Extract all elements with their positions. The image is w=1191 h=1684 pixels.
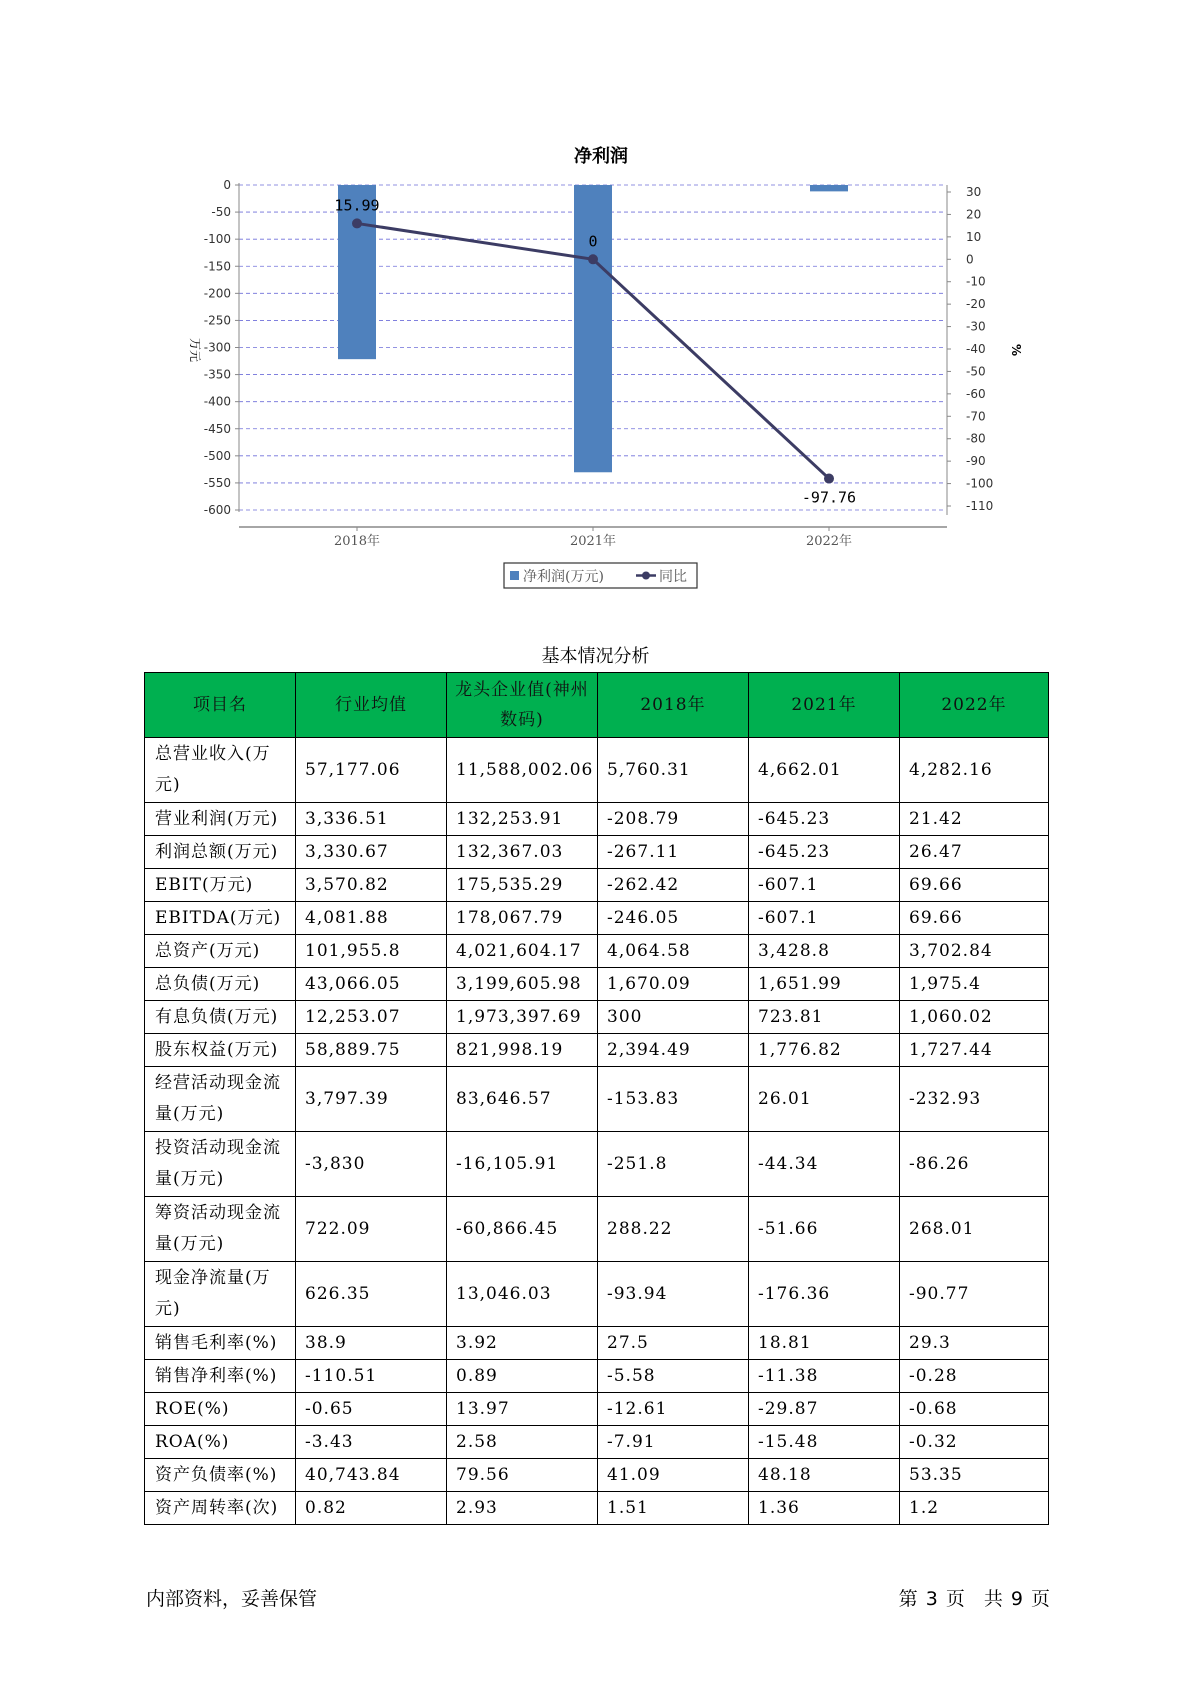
table-cell: 26.47	[900, 836, 1049, 869]
table-cell: 26.01	[749, 1067, 900, 1132]
left-tick-label: -550	[203, 475, 231, 490]
right-tick-label: -40	[966, 342, 986, 356]
table-cell: -93.94	[598, 1262, 749, 1327]
table-cell: 29.3	[900, 1327, 1049, 1360]
table-cell: 300	[598, 1001, 749, 1034]
left-tick-label: -100	[203, 232, 231, 247]
table-cell: -110.51	[296, 1360, 447, 1393]
table-cell: 1,727.44	[900, 1034, 1049, 1067]
table-cell: -251.8	[598, 1132, 749, 1197]
right-tick-label: -30	[966, 319, 986, 334]
table-cell: 4,081.88	[296, 902, 447, 935]
left-tick-label: -250	[203, 313, 231, 328]
table-cell: 0.89	[447, 1360, 598, 1393]
left-axis	[204, 178, 239, 517]
table-cell: 18.81	[749, 1327, 900, 1360]
table-cell: -15.48	[749, 1426, 900, 1459]
row-label: 总资产(万元)	[145, 935, 296, 968]
table-cell: -607.1	[749, 902, 900, 935]
table-cell: 4,021,604.17	[447, 935, 598, 968]
table-row	[145, 1360, 1049, 1393]
left-tick-label: -600	[203, 503, 231, 517]
row-label: 经营活动现金流量(万元)	[145, 1067, 296, 1132]
table-cell: 43,066.05	[296, 968, 447, 1001]
table-cell: 626.35	[296, 1262, 447, 1327]
table-cell: -645.23	[749, 803, 900, 836]
table-cell: 13,046.03	[447, 1262, 598, 1327]
table-cell: 178,067.79	[447, 902, 598, 935]
table-cell: 175,535.29	[447, 869, 598, 902]
table-cell: 11,588,002.06	[447, 738, 598, 803]
table-row	[145, 1262, 1049, 1327]
table-cell: 3,199,605.98	[447, 968, 598, 1001]
table-cell: 268.01	[900, 1197, 1049, 1262]
table-cell: 2,394.49	[598, 1034, 749, 1067]
table-row	[145, 1393, 1049, 1426]
table-row	[145, 803, 1049, 836]
table-cell: 5,760.31	[598, 738, 749, 803]
net-profit-bar	[810, 185, 848, 191]
right-tick-label: -70	[966, 409, 986, 424]
table-cell: -176.36	[749, 1262, 900, 1327]
column-header: 项目名	[145, 673, 296, 738]
right-tick-label: 0	[966, 252, 974, 267]
yoy-data-label: 15.99	[334, 196, 380, 215]
table-cell: -267.11	[598, 836, 749, 869]
table-cell: -60,866.45	[447, 1197, 598, 1262]
left-tick-label: 0	[223, 178, 231, 192]
yoy-data-label: -97.76	[801, 488, 857, 507]
table-cell: 1,651.99	[749, 968, 900, 1001]
table-cell: 3,570.82	[296, 869, 447, 902]
table-cell: -0.28	[900, 1360, 1049, 1393]
table-row	[145, 1001, 1049, 1034]
chart-legend	[504, 563, 697, 588]
table-cell: 69.66	[900, 869, 1049, 902]
right-tick-label: 20	[966, 207, 982, 222]
table-cell: 1,670.09	[598, 968, 749, 1001]
table-cell: 288.22	[598, 1197, 749, 1262]
left-tick-label: -300	[203, 340, 231, 355]
table-cell: 132,253.91	[447, 803, 598, 836]
table-cell: 132,367.03	[447, 836, 598, 869]
table-cell: -645.23	[749, 836, 900, 869]
yoy-point	[588, 254, 598, 264]
row-label: 有息负债(万元)	[145, 1001, 296, 1034]
chart-title: 净利润	[574, 146, 628, 167]
right-tick-label: -90	[966, 454, 986, 469]
table-cell: 79.56	[447, 1459, 598, 1492]
table-cell: 4,064.58	[598, 935, 749, 968]
yoy-data-label: 0	[588, 232, 598, 251]
row-label: EBITDA(万元)	[145, 902, 296, 935]
table-row	[145, 968, 1049, 1001]
table-cell: -12.61	[598, 1393, 749, 1426]
table-row	[145, 1327, 1049, 1360]
table-cell: 57,177.06	[296, 738, 447, 803]
right-axis-label: %	[1009, 343, 1023, 357]
table-cell: 3,330.67	[296, 836, 447, 869]
table-cell: -90.77	[900, 1262, 1049, 1327]
table-row	[145, 1459, 1049, 1492]
row-label: 投资活动现金流量(万元)	[145, 1132, 296, 1197]
row-label: ROE(%)	[145, 1393, 296, 1426]
table-cell: 4,662.01	[749, 738, 900, 803]
table-cell: -0.65	[296, 1393, 447, 1426]
table-cell: -3,830	[296, 1132, 447, 1197]
row-label: 营业利润(万元)	[145, 803, 296, 836]
table-cell: -262.42	[598, 869, 749, 902]
table-cell: 48.18	[749, 1459, 900, 1492]
table-cell: 1,975.4	[900, 968, 1049, 1001]
table-header-row	[145, 673, 1049, 738]
table-cell: -86.26	[900, 1132, 1049, 1197]
left-tick-label: -450	[203, 421, 231, 436]
table-cell: 101,955.8	[296, 935, 447, 968]
right-tick-label: 10	[966, 229, 982, 244]
left-tick-label: -400	[203, 394, 231, 409]
table-cell: 821,998.19	[447, 1034, 598, 1067]
table-cell: 0.82	[296, 1492, 447, 1525]
table-row	[145, 902, 1049, 935]
table-cell: 3.92	[447, 1327, 598, 1360]
right-tick-label: -100	[966, 476, 994, 491]
table-cell: 40,743.84	[296, 1459, 447, 1492]
table-cell: -11.38	[749, 1360, 900, 1393]
column-header: 行业均值	[296, 673, 447, 738]
column-header: 2022年	[900, 673, 1049, 738]
yoy-point	[824, 474, 834, 484]
table-row	[145, 869, 1049, 902]
x-tick-label: 2018年	[333, 534, 381, 549]
table-cell: 38.9	[296, 1327, 447, 1360]
row-label: EBIT(万元)	[145, 869, 296, 902]
left-axis-label: 万元	[188, 337, 202, 363]
table-cell: -0.32	[900, 1426, 1049, 1459]
table-cell: 3,336.51	[296, 803, 447, 836]
table-cell: -153.83	[598, 1067, 749, 1132]
right-tick-label: -60	[966, 386, 986, 401]
table-cell: 58,889.75	[296, 1034, 447, 1067]
column-header: 2018年	[598, 673, 749, 738]
table-row	[145, 738, 1049, 803]
table-cell: 723.81	[749, 1001, 900, 1034]
table-cell: -44.34	[749, 1132, 900, 1197]
row-label: 资产周转率(次)	[145, 1492, 296, 1525]
left-tick-label: -50	[211, 205, 231, 220]
table-title: 基本情况分析	[541, 646, 650, 667]
legend-bar-swatch	[510, 571, 519, 580]
right-tick-label: -50	[966, 364, 986, 379]
x-tick-label: 2021年	[569, 534, 617, 549]
row-label: 股东权益(万元)	[145, 1034, 296, 1067]
table-cell: 41.09	[598, 1459, 749, 1492]
net-profit-bar	[574, 185, 612, 472]
legend-line-label: 同比	[659, 569, 687, 585]
right-tick-label: -20	[966, 297, 986, 312]
table-cell: 13.97	[447, 1393, 598, 1426]
table-row	[145, 836, 1049, 869]
table-row	[145, 1197, 1049, 1262]
right-axis	[947, 185, 993, 515]
row-label: 销售净利率(%)	[145, 1360, 296, 1393]
table-cell: 1,973,397.69	[447, 1001, 598, 1034]
row-label: 资产负债率(%)	[145, 1459, 296, 1492]
table-cell: 722.09	[296, 1197, 447, 1262]
table-cell: 3,428.8	[749, 935, 900, 968]
table-cell: 4,282.16	[900, 738, 1049, 803]
table-cell: 2.93	[447, 1492, 598, 1525]
footer-confidential-note: 内部资料，妥善保管	[146, 1588, 318, 1610]
table-row	[145, 1132, 1049, 1197]
table-cell: 1.36	[749, 1492, 900, 1525]
table-cell: 83,646.57	[447, 1067, 598, 1132]
table-cell: -16,105.91	[447, 1132, 598, 1197]
table-cell: 21.42	[900, 803, 1049, 836]
column-header: 2021年	[749, 673, 900, 738]
table-cell: 27.5	[598, 1327, 749, 1360]
table-cell: -0.68	[900, 1393, 1049, 1426]
x-axis	[239, 527, 947, 549]
row-label: ROA(%)	[145, 1426, 296, 1459]
table-cell: 12,253.07	[296, 1001, 447, 1034]
column-header: 龙头企业值(神州数码)	[447, 673, 598, 738]
yoy-point	[352, 218, 362, 228]
x-tick-label: 2022年	[805, 534, 853, 549]
table-cell: 1.2	[900, 1492, 1049, 1525]
net-profit-chart	[0, 0, 1191, 600]
table-cell: -246.05	[598, 902, 749, 935]
left-tick-label: -150	[203, 259, 231, 274]
table-cell: -7.91	[598, 1426, 749, 1459]
bar-series	[338, 185, 848, 472]
left-tick-label: -500	[203, 448, 231, 463]
right-tick-label: 30	[966, 185, 982, 199]
table-cell: 1,060.02	[900, 1001, 1049, 1034]
table-row	[145, 1034, 1049, 1067]
legend-line-marker	[642, 572, 650, 580]
table-cell: 1.51	[598, 1492, 749, 1525]
row-label: 总负债(万元)	[145, 968, 296, 1001]
table-row	[145, 1492, 1049, 1525]
left-tick-label: -350	[203, 367, 231, 382]
table-cell: -3.43	[296, 1426, 447, 1459]
table-cell: -607.1	[749, 869, 900, 902]
row-label: 总营业收入(万元)	[145, 738, 296, 803]
right-tick-label: -10	[966, 274, 986, 289]
row-label: 现金净流量(万元)	[145, 1262, 296, 1327]
table-cell: 69.66	[900, 902, 1049, 935]
footer-page-number: 第 3 页 共 9 页	[898, 1588, 1050, 1610]
table-cell: -232.93	[900, 1067, 1049, 1132]
table-cell: 3,702.84	[900, 935, 1049, 968]
table-row	[145, 1067, 1049, 1132]
row-label: 筹资活动现金流量(万元)	[145, 1197, 296, 1262]
table-cell: -5.58	[598, 1360, 749, 1393]
row-label: 销售毛利率(%)	[145, 1327, 296, 1360]
right-tick-label: -80	[966, 431, 986, 446]
left-tick-label: -200	[203, 286, 231, 301]
table-cell: 1,776.82	[749, 1034, 900, 1067]
row-label: 利润总额(万元)	[145, 836, 296, 869]
table-row	[145, 1426, 1049, 1459]
analysis-table	[144, 672, 1049, 1525]
table-cell: 3,797.39	[296, 1067, 447, 1132]
table-cell: -29.87	[749, 1393, 900, 1426]
table-row	[145, 935, 1049, 968]
right-tick-label: -110	[966, 499, 994, 513]
table-cell: 53.35	[900, 1459, 1049, 1492]
table-cell: 2.58	[447, 1426, 598, 1459]
table-cell: -208.79	[598, 803, 749, 836]
legend-bar-label: 净利润(万元)	[523, 569, 604, 585]
table-cell: -51.66	[749, 1197, 900, 1262]
